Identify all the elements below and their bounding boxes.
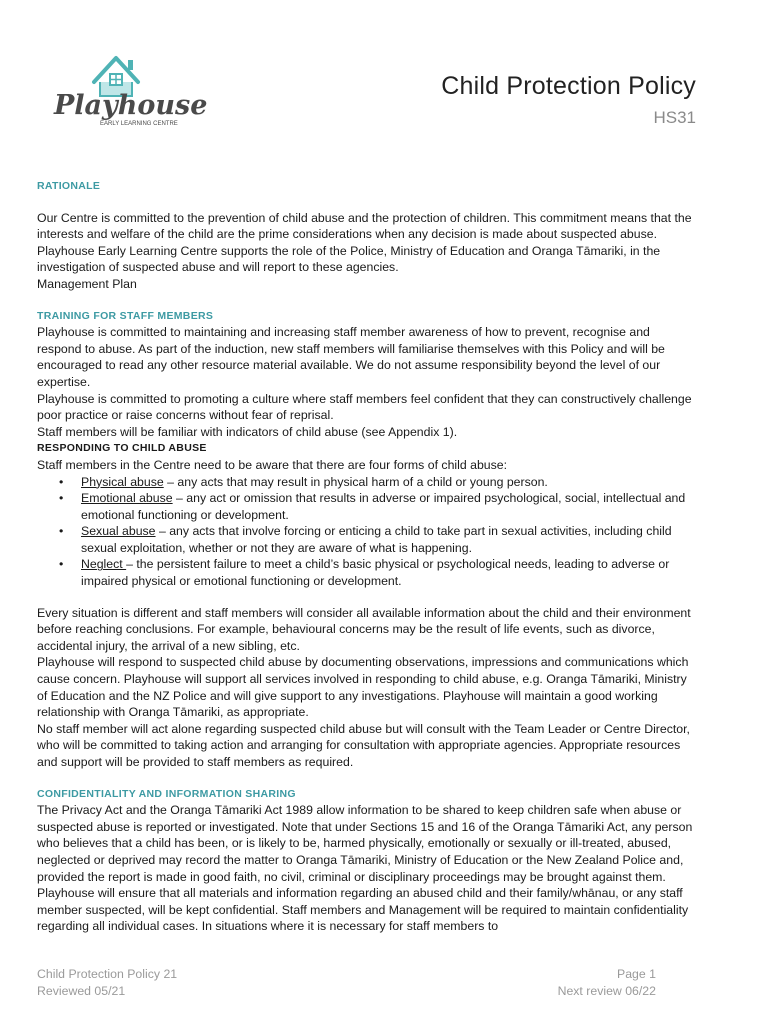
confidentiality-paragraph-1: The Privacy Act and the Oranga Tāmariki Act 1989 allow information to be shared to keep children safe when abuse or suspected abuse is reported or investigated. Note that under Sections 15 and 16 of the Oranga Tāmariki Act, any person who believes that a child has been, or is likely to be, harmed physically, emotionally or sexually or ill-treated, abused, neglected or deprived may record the matter to Oranga Tāmariki, Ministry of Education or the New Zealand Police and, provided the report is made in good faith, no civil, criminal or disciplinary proceedings may be brought against them. (37, 803, 693, 884)
heading-confidentiality: CONFIDENTIALITY AND INFORMATION SHARING (37, 787, 296, 800)
bullet-icon: • (59, 557, 64, 572)
document-body (37, 178, 697, 935)
abuse-definition: – any acts that involve forcing or enticing a child to take part in sexual activities, including child sexual exploitation, whether or not they are aware of what is happening. (81, 524, 672, 555)
confidentiality-paragraph-2: Playhouse will ensure that all materials and information regarding an abused child and their family/whānau, or any staff member suspected, will be kept confidential. Staff members and Management will be required to maintain confidentiality regarding all individual cases. In situations where it is necessary for staff members to (37, 886, 689, 934)
footer-page-number: Page 1 (617, 967, 656, 981)
training-paragraph-3: Staff members will be familiar with indicators of child abuse (see Appendix 1). (37, 424, 458, 439)
bullet-icon: • (59, 524, 64, 539)
heading-training: TRAINING FOR STAFF MEMBERS (37, 309, 214, 322)
list-item (37, 490, 697, 523)
abuse-term: Neglect (81, 557, 127, 572)
footer-right (558, 966, 656, 999)
footer-reviewed: Reviewed 05/21 (37, 983, 126, 998)
playhouse-logo (52, 52, 208, 132)
responding-paragraph-2: Playhouse will respond to suspected child abuse by documenting observations, impressions and communications which cause concern. Playhouse will support all services involved in responding to child abuse, e.g. Oranga Tāmariki, Ministry of Education and the NZ Police and will give support to any investigations. Playhouse will maintain a good working relationship with Oranga Tāmariki, as appropriate. (37, 655, 689, 720)
document-title: Child Protection Policy (441, 72, 696, 100)
training-paragraph-1: Playhouse is committed to maintaining and increasing staff member awareness of how to prevent, recognise and respond to abuse. As part of the induction, new staff members will familiarise themselves with this Policy and will be encouraged to read any other resource material available. We do not assume responsibility beyond the level of our expertise. (37, 325, 665, 389)
abuse-definition: – any act or omission that results in adverse or impaired psychological, social, intellectual and emotional functioning or development. (81, 491, 686, 522)
abuse-definition: – any acts that may result in physical harm of a child or young person. (163, 474, 548, 489)
responding-paragraph-1: Every situation is different and staff members will consider all available information about the child and their environment before reaching conclusions. For example, behavioural concerns may be the result of life events, such as divorce, accidental injury, the arrival of a new sibling, etc. (37, 605, 691, 653)
bullet-icon: • (59, 474, 64, 489)
abuse-term: Emotional abuse (81, 491, 173, 506)
bullet-icon: • (59, 491, 64, 506)
heading-responding: RESPONDING TO CHILD ABUSE (37, 442, 207, 455)
abuse-term: Sexual abuse (81, 524, 156, 539)
training-paragraph-2: Playhouse is committed to promoting a culture where staff members feel confident that they can constructively challenge poor practice or raise concerns without fear of reprisal. (37, 391, 692, 423)
abuse-term: Physical abuse (81, 474, 164, 489)
policy-code: HS31 (653, 108, 696, 127)
abuse-forms-list (37, 474, 697, 590)
footer-left (37, 966, 177, 999)
logo-subtext: EARLY LEARNING CENTRE (100, 121, 178, 127)
list-item (37, 474, 697, 491)
management-plan-label: Management Plan (37, 276, 137, 291)
rationale-paragraph: Our Centre is committed to the prevention of child abuse and the protection of children. This commitment means that the interests and welfare of the child are the prime considerations when any decision is made about suspected abuse. Playhouse Early Learning Centre supports the role of the Police, Ministry of Education and Oranga Tāmariki, in the investigation of suspected abuse and will report to these agencies. (37, 210, 692, 275)
footer-doc-name: Child Protection Policy 21 (37, 967, 178, 981)
list-item (37, 523, 697, 556)
heading-rationale: RATIONALE (37, 180, 101, 192)
list-item (37, 556, 697, 589)
footer-next-review: Next review 06/22 (557, 983, 656, 998)
abuse-definition: – the persistent failure to meet a child’s basic physical or psychological needs, leading to adverse or impaired physical or emotional functioning or development. (81, 557, 670, 589)
responding-intro: Staff members in the Centre need to be aware that there are four forms of child abuse: (37, 457, 508, 472)
logo-wordmark: Playhouse (54, 90, 208, 121)
responding-paragraph-3: No staff member will act alone regarding suspected child abuse but will consult with the Team Leader or Centre Director, who will be committed to taking action and arranging for consultation with appropriate agencies. Appropriate resources and support will be provided to staff members as required. (37, 721, 690, 769)
